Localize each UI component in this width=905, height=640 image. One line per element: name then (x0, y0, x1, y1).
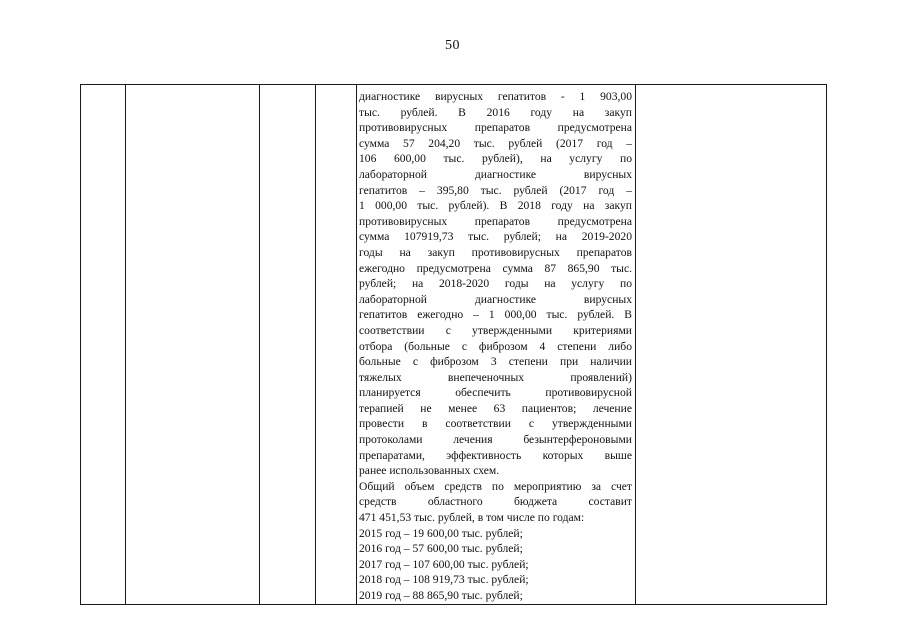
description-line: 2019 год – 88 865,90 тыс. рублей; (359, 589, 523, 602)
description-line: 2016 год – 57 600,00 тыс. рублей; (359, 542, 523, 556)
description-line: планируется обеспечить противовирусной (359, 386, 632, 400)
description-line: тыс. рублей. В 2016 году на закуп (359, 105, 632, 119)
description-line: ранее использованных схем. (359, 464, 500, 478)
description-line: лабораторной диагностике вирусных (359, 292, 632, 306)
table-cell-number (81, 85, 126, 605)
description-line: сумма 57 204,20 тыс. рублей (2017 год – (359, 136, 632, 150)
page-number: 50 (445, 38, 460, 53)
description-line: больные с фиброзом 3 степени при наличии (359, 355, 632, 369)
description-line: 471 451,53 тыс. рублей, в том числе по годам: (359, 511, 585, 525)
description-line: 106 600,00 тыс. рублей), на услугу по (359, 152, 632, 166)
description-line: препаратами, эффективность которых выше (359, 448, 632, 462)
description-line: провести в соответствии с утвержденными (359, 417, 632, 431)
description-line: 2017 год – 107 600,00 тыс. рублей; (359, 557, 529, 571)
description-line: средств областного бюджета составит (359, 495, 632, 509)
table-row (81, 85, 827, 605)
description-line: Общий объем средств по мероприятию за счет (359, 479, 632, 493)
table-cell-result (636, 85, 827, 605)
description-line: ежегодно предусмотрена сумма 87 865,90 тыс. (359, 261, 632, 275)
table-cell-executor (260, 85, 316, 605)
description-line: годы на закуп противовирусных препаратов (359, 245, 632, 259)
description-line: отбора (больные с фиброзом 4 степени либо (359, 339, 632, 353)
table-cell-description (357, 85, 636, 605)
table-cell-term (316, 85, 357, 605)
description-line: протоколами лечения безынтерфероновыми (359, 433, 632, 447)
description-line: противовирусных препаратов предусмотрена (359, 121, 632, 135)
description-line: рублей; на 2018-2020 годы на услугу по (359, 277, 632, 291)
description-line: диагностике вирусных гепатитов - 1 903,00 (359, 90, 632, 103)
description-line: тяжелых внепеченочных проявлений) (359, 370, 632, 384)
measures-table (80, 84, 827, 605)
description-line: гепатитов – 395,80 тыс. рублей (2017 год – (359, 183, 632, 197)
description-line: соответствии с утвержденными критериями (359, 323, 632, 337)
description-line: 1 000,00 тыс. рублей). В 2018 году на закуп (359, 199, 632, 213)
table-cell-measure (126, 85, 260, 605)
description-line: терапией не менее 63 пациентов; лечение (359, 401, 632, 415)
description-line: 2015 год – 19 600,00 тыс. рублей; (359, 526, 523, 540)
description-line: гепатитов ежегодно – 1 000,00 тыс. рублей. В (359, 308, 632, 322)
description-text (359, 89, 632, 604)
description-line: сумма 107919,73 тыс. рублей; на 2019-2020 (359, 230, 632, 244)
description-line: 2018 год – 108 919,73 тыс. рублей; (359, 573, 529, 587)
description-line: лабораторной диагностике вирусных (359, 167, 632, 181)
description-line: противовирусных препаратов предусмотрена (359, 214, 632, 228)
